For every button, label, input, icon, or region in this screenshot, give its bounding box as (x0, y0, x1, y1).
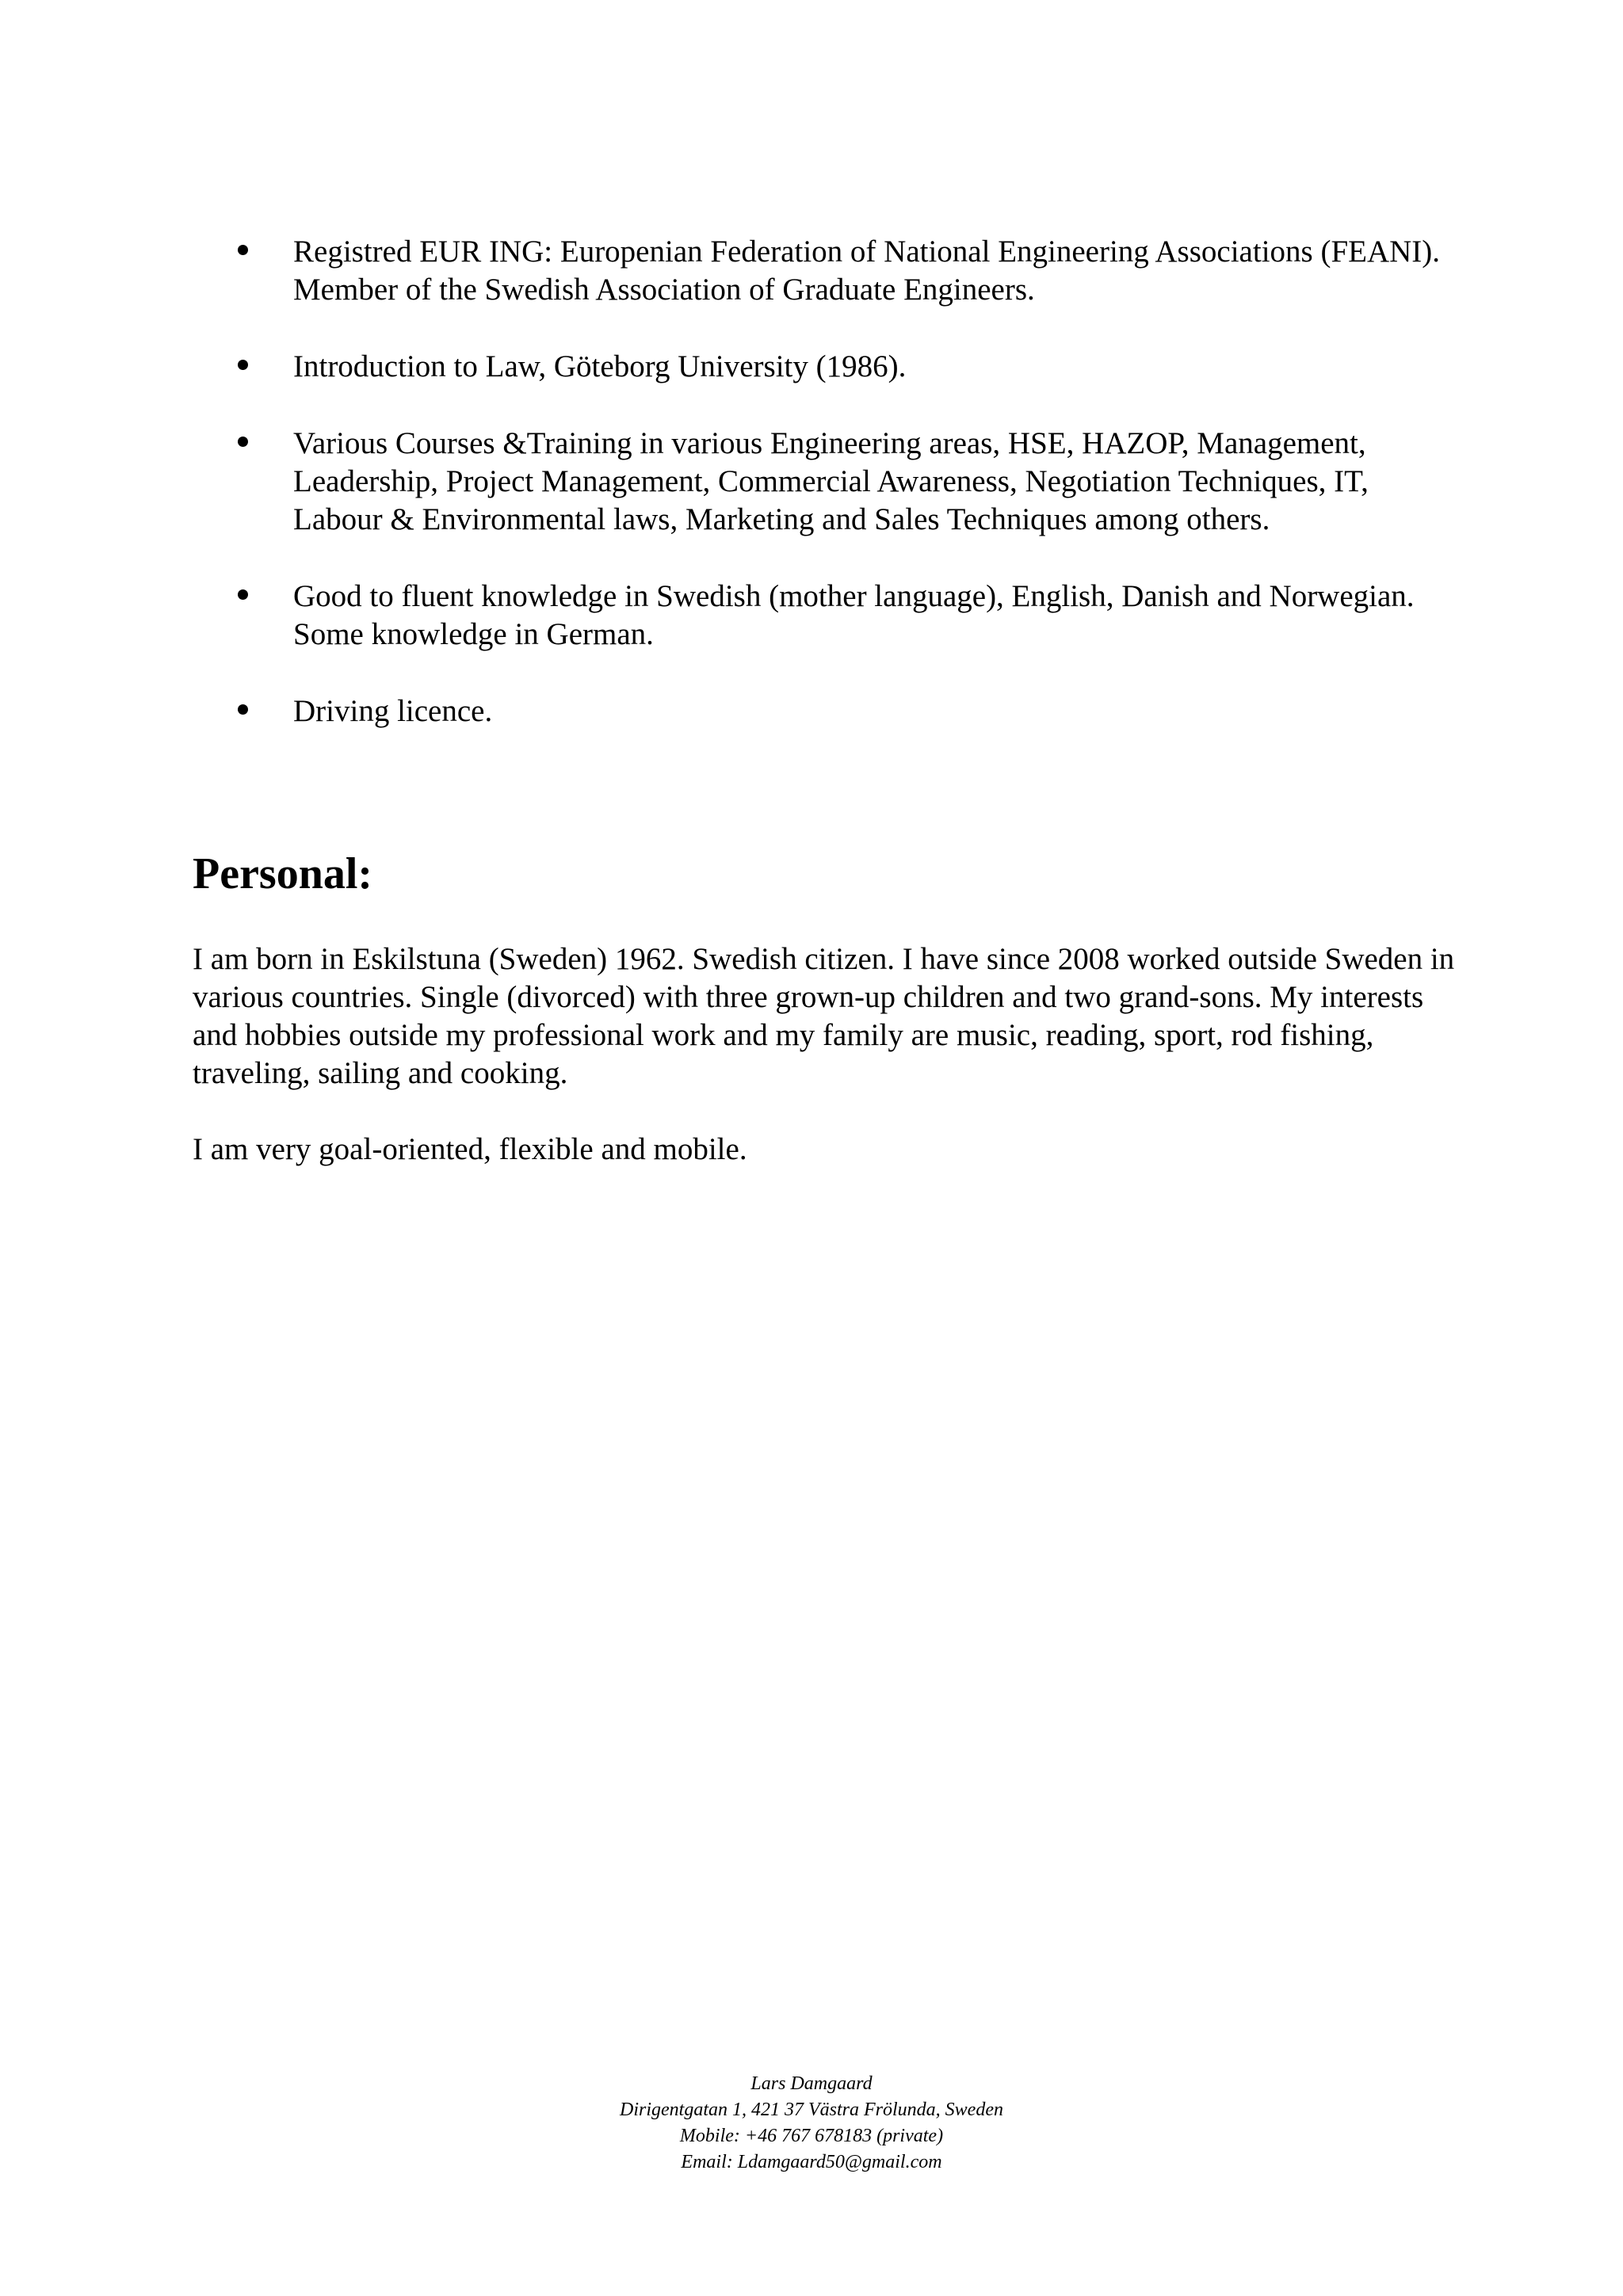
list-item-text: Driving licence. (293, 694, 493, 728)
personal-section (193, 940, 1461, 1207)
footer-name: Lars Damgaard (750, 2073, 873, 2094)
bullet-icon (238, 437, 248, 447)
list-item (238, 233, 1458, 309)
qualifications-list (238, 233, 1458, 769)
list-item-text: Registred EUR ING: Europenian Federation of National Engineering Associations (FEANI). Member of the Swedish Association of Graduate Engineers. (293, 235, 1441, 307)
list-item-text: Good to fluent knowledge in Swedish (mother language), English, Danish and Norwegian. Some knowledge in German. (293, 579, 1415, 651)
bullet-icon (238, 589, 248, 600)
bullet-icon (238, 245, 248, 255)
bullet-icon (238, 360, 248, 370)
page-footer (0, 2071, 1623, 2176)
footer-email: Email: Ldamgaard50@gmail.com (681, 2152, 942, 2172)
list-item (238, 578, 1458, 654)
personal-paragraph: I am very goal-oriented, flexible and mobile. (193, 1132, 747, 1166)
list-item (238, 425, 1458, 539)
bullet-icon (238, 704, 248, 715)
list-item (238, 348, 1458, 386)
footer-address: Dirigentgatan 1, 421 37 Västra Frölunda, Sweden (620, 2100, 1003, 2120)
footer-mobile: Mobile: +46 767 678183 (private) (679, 2126, 944, 2146)
personal-paragraph: I am born in Eskilstuna (Sweden) 1962. Swedish citizen. I have since 2008 worked outside Sweden in various countries. Single (divorced) with three grown-up children and two grand-sons. My interests and hobbies outside my professional work and my family are music, reading, sport, rod fishing, traveling, sailing and cooking. (193, 942, 1455, 1090)
list-item-text: Various Courses &Training in various Engineering areas, HSE, HAZOP, Management, Leadership, Project Management, Commercial Awareness, Negotiation Techniques, IT, Labour & Environmental laws, Marketing and Sales Techniques among others. (293, 426, 1369, 536)
list-item (238, 692, 1458, 730)
personal-heading: Personal: (193, 849, 373, 898)
list-item-text: Introduction to Law, Göteborg University (1986). (293, 349, 907, 383)
